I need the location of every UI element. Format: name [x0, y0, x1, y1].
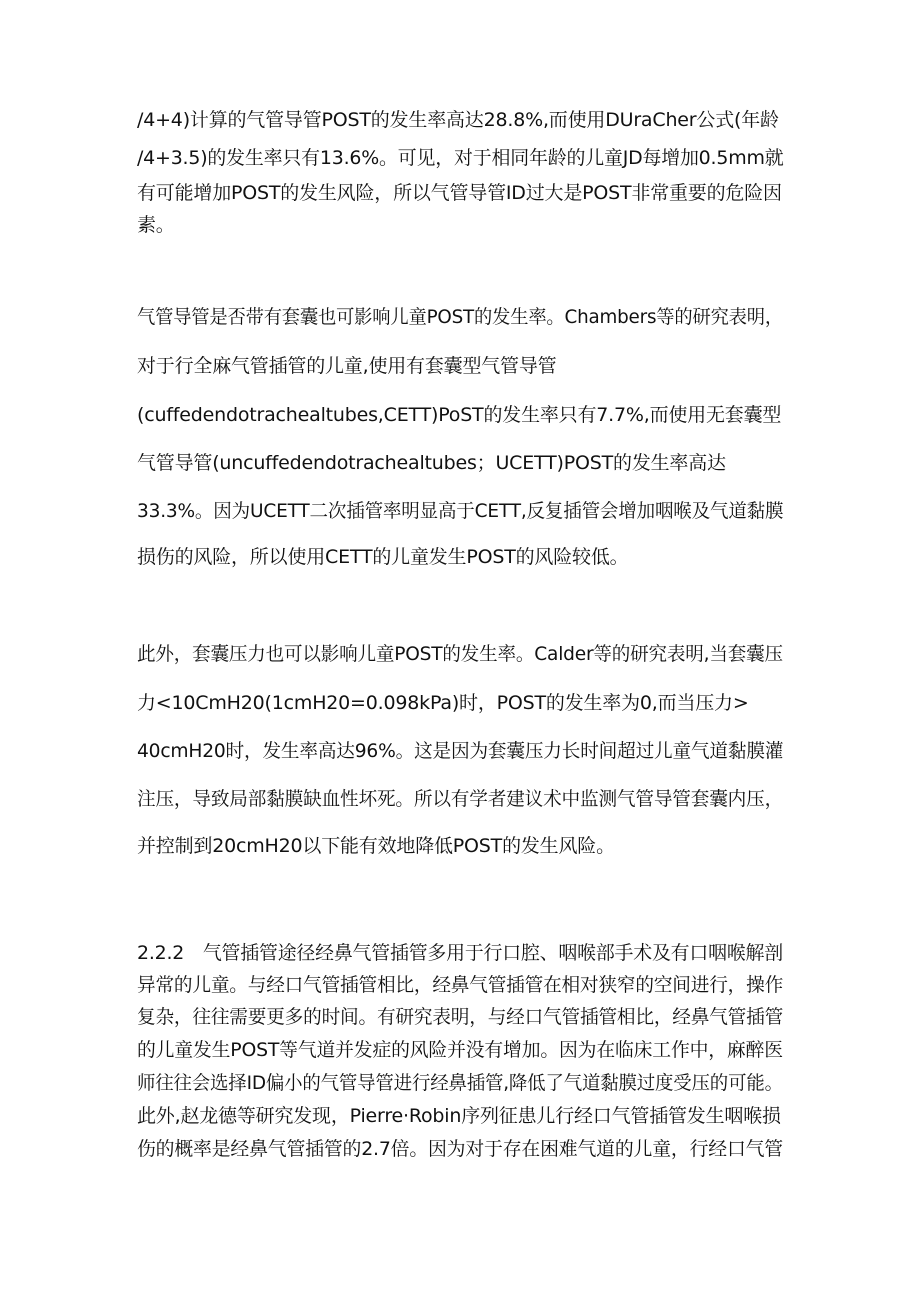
- text-line: 素。: [137, 214, 175, 236]
- text-line: 2.2.2 气管插管途径经鼻气管插管多用于行口腔、咽喉部手术及有口咽喉解剖: [137, 942, 783, 964]
- text-line: 对于行全麻气管插管的儿童,使用有套囊型气管导管: [137, 355, 557, 377]
- text-line: 40cmH20时，发生率高达96%。这是因为套囊压力长时间超过儿童气道黏膜灌: [137, 740, 784, 762]
- text-line: 并控制到20cmH20以下能有效地降低POST的发生风险。: [137, 835, 615, 857]
- text-line: 损伤的风险，所以使用CETT的儿童发生POST的风险较低。: [137, 546, 629, 568]
- text-line: (cuffedendotrachealtubes,CETT)PoST的发生率只有7.7%,而使用无套囊型: [137, 404, 782, 426]
- text-line: 气管导管(uncuffedendotrachealtubes；UCETT)POST的发生率高达: [137, 452, 726, 474]
- text-line: 33.3%。因为UCETT二次插管率明显高于CETT,反复插管会增加咽喉及气道黏膜: [137, 500, 784, 522]
- text-line: 的儿童发生POST等气道并发症的风险并没有增加。因为在临床工作中，麻醉医: [137, 1039, 783, 1061]
- text-line: 有可能增加POST的发生风险，所以气管导管ID过大是POST非常重要的危险因: [137, 182, 782, 204]
- text-line: 此外，套囊压力也可以影响儿童POST的发生率。Calder等的研究表明,当套囊压: [137, 643, 783, 665]
- text-line: 复杂，往往需要更多的时间。有研究表明，与经口气管插管相比，经鼻气管插管: [137, 1006, 784, 1028]
- text-line: /4+4)计算的气管导管POST的发生率高达28.8%,而使用DUraCher公式(年龄: [137, 109, 779, 131]
- text-line: 气管导管是否带有套囊也可影响儿童POST的发生率。Chambers等的研究表明，: [137, 306, 783, 328]
- text-line: /4+3.5)的发生率只有13.6%。可见，对于相同年龄的儿童JD每增加0.5mm就: [137, 147, 784, 169]
- text-line: 伤的概率是经鼻气管插管的2.7倍。因为对于存在困难气道的儿童，行经口气管: [137, 1138, 784, 1160]
- text-line: 注压，导致局部黏膜缺血性坏死。所以有学者建议术中监测气管导管套囊内压，: [137, 788, 784, 810]
- text-line: 此外,赵龙德等研究发现，Pierre·Robin序列征患儿行经口气管插管发生咽喉损: [137, 1105, 781, 1127]
- text-line: 力<10CmH20(1cmH20=0.098kPa)时，POST的发生率为0,而当压力>: [137, 692, 749, 714]
- text-line: 师往往会选择ID偏小的气管导管进行经鼻插管,降低了气道黏膜过度受压的可能。: [137, 1072, 783, 1094]
- text-line: 异常的儿童。与经口气管插管相比，经鼻气管插管在相对狭窄的空间进行，操作: [137, 974, 784, 996]
